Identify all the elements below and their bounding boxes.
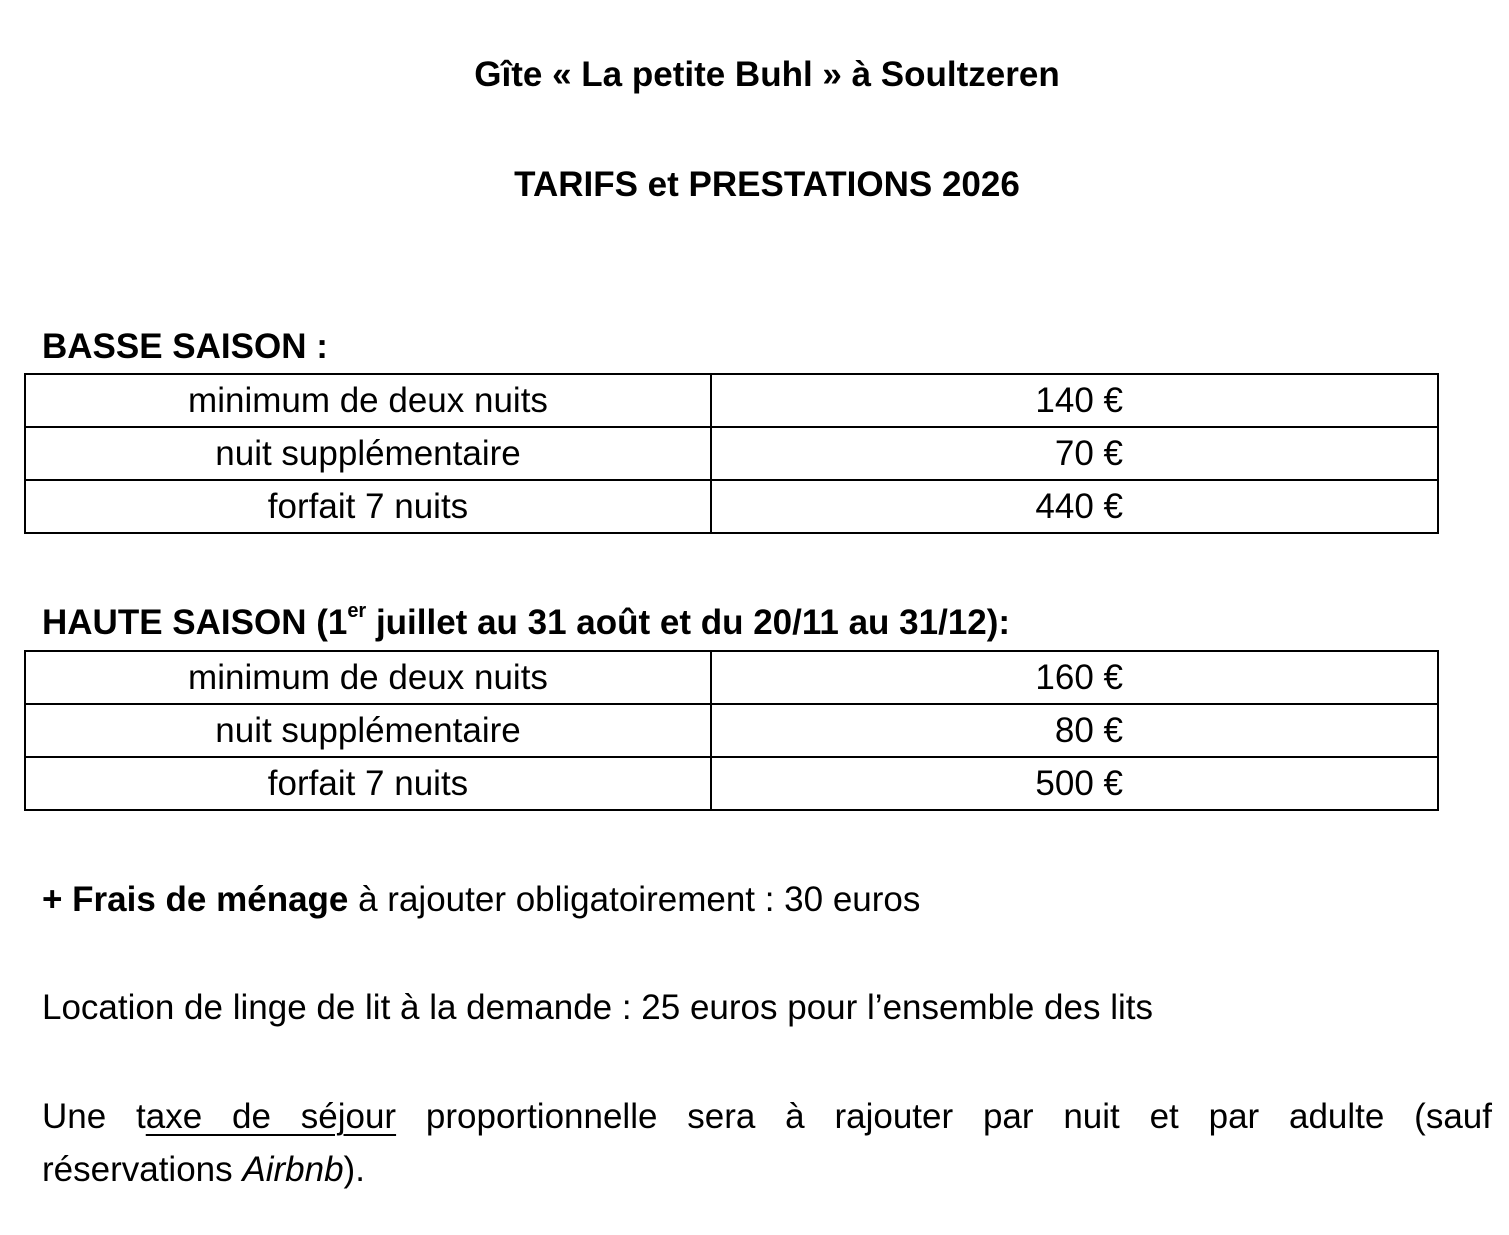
haute-saison-heading-sup: er bbox=[347, 600, 367, 623]
taxe-before: Une t bbox=[42, 1097, 146, 1136]
menage-bold: + Frais de ménage bbox=[42, 880, 349, 919]
rate-label: forfait 7 nuits bbox=[25, 480, 711, 533]
haute-saison-table bbox=[24, 650, 1439, 811]
menage-paragraph bbox=[42, 880, 920, 920]
table-row bbox=[25, 704, 1438, 757]
basse-saison-table bbox=[24, 373, 1439, 534]
rate-label: nuit supplémentaire bbox=[25, 427, 711, 480]
taxe-paragraph-line-1 bbox=[42, 1097, 1492, 1137]
rate-price: 80 € bbox=[711, 704, 1438, 757]
menage-text: à rajouter obligatoirement : 30 euros bbox=[348, 880, 921, 919]
rate-label: minimum de deux nuits bbox=[25, 374, 711, 427]
table-row bbox=[25, 427, 1438, 480]
rate-price: 440 € bbox=[711, 480, 1438, 533]
haute-saison-heading-suffix: juillet au 31 août et du 20/11 au 31/12): bbox=[366, 603, 1011, 642]
linge-paragraph: Location de linge de lit à la demande : 25 euros pour l’ensemble des lits bbox=[42, 988, 1153, 1027]
rate-price: 70 € bbox=[711, 427, 1438, 480]
taxe-after: proportionnelle sera à rajouter par nuit et par adulte (sauf bbox=[396, 1097, 1492, 1136]
rate-price: 140 € bbox=[711, 374, 1438, 427]
table-row bbox=[25, 651, 1438, 704]
haute-saison-heading-prefix: HAUTE SAISON (1 bbox=[42, 603, 348, 642]
taxe-airbnb: Airbnb bbox=[242, 1150, 344, 1189]
table-row bbox=[25, 480, 1438, 533]
table-row bbox=[25, 374, 1438, 427]
rate-label: minimum de deux nuits bbox=[25, 651, 711, 704]
rate-price: 500 € bbox=[711, 757, 1438, 810]
taxe-line2-after: ). bbox=[343, 1150, 365, 1189]
rate-label: nuit supplémentaire bbox=[25, 704, 711, 757]
table-row bbox=[25, 757, 1438, 810]
basse-saison-heading: BASSE SAISON : bbox=[42, 327, 328, 366]
rate-price: 160 € bbox=[711, 651, 1438, 704]
haute-saison-heading bbox=[42, 600, 1011, 643]
taxe-link-text: axe de séjour bbox=[145, 1097, 397, 1136]
taxe-paragraph-line-2 bbox=[42, 1150, 365, 1190]
rate-label: forfait 7 nuits bbox=[25, 757, 711, 810]
page-title: Gîte « La petite Buhl » à Soultzeren bbox=[474, 55, 1060, 94]
page-subtitle: TARIFS et PRESTATIONS 2026 bbox=[514, 165, 1020, 204]
taxe-line2-before: réservations bbox=[42, 1150, 243, 1189]
